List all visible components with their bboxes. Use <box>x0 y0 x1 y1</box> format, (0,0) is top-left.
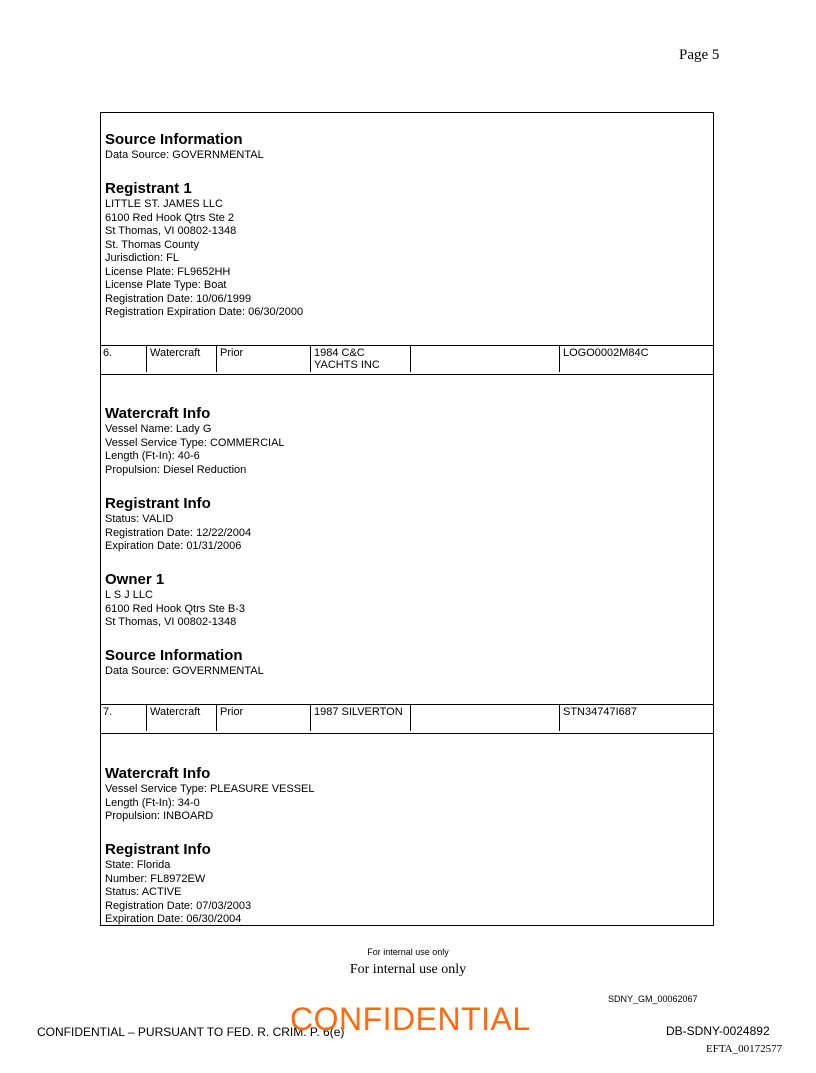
source-information-heading: Source Information <box>105 131 243 148</box>
source-line: Data Source: GOVERNMENTAL <box>105 665 264 677</box>
owner-1-section <box>105 571 245 630</box>
owner-line: St Thomas, VI 00802-1348 <box>105 616 237 628</box>
row-id: STN34747I687 <box>559 705 714 731</box>
registrant-info-line: Expiration Date: 06/30/2004 <box>105 913 242 925</box>
page-number: Page 5 <box>679 47 720 63</box>
internal-use-note: For internal use only <box>367 947 449 957</box>
registrant-info-line: Status: VALID <box>105 513 174 525</box>
registrant-info-section <box>105 495 251 554</box>
registrant-line: LITTLE ST. JAMES LLC <box>105 198 223 210</box>
source-information-section <box>105 647 264 679</box>
efta-number: EFTA_00172577 <box>706 1043 783 1055</box>
registrant-line: St Thomas, VI 00802-1348 <box>105 225 237 237</box>
registrant-line: Registration Expiration Date: 06/30/2000 <box>105 306 304 318</box>
watercraft-info-heading: Watercraft Info <box>105 765 211 782</box>
watercraft-line: Vessel Service Type: PLEASURE VESSEL <box>105 783 315 795</box>
watercraft-line: Propulsion: INBOARD <box>105 810 214 822</box>
registrant-1-heading: Registrant 1 <box>105 180 192 197</box>
table-row <box>100 345 714 375</box>
watercraft-line: Propulsion: Diesel Reduction <box>105 463 247 476</box>
watercraft-line: Length (Ft-In): 40-6 <box>105 450 200 462</box>
registrant-info-line: Number: FL8972EW <box>105 872 206 885</box>
row-blank <box>410 705 559 731</box>
row-number: 7. <box>103 706 113 718</box>
sdny-gm-number: SDNY_GM_00062067 <box>608 994 698 1004</box>
source-line: Data Source: GOVERNMENTAL <box>105 149 264 161</box>
owner-line: 6100 Red Hook Qtrs Ste B-3 <box>105 602 246 615</box>
registrant-info-heading: Registrant Info <box>105 495 211 512</box>
registrant-line: Registration Date: 10/06/1999 <box>105 292 252 305</box>
watercraft-line: Vessel Name: Lady G <box>105 423 212 435</box>
registrant-info-line: Status: ACTIVE <box>105 886 182 898</box>
registrant-info-heading: Registrant Info <box>105 841 211 858</box>
watercraft-info-section <box>105 765 315 824</box>
registrant-line: St. Thomas County <box>105 238 199 251</box>
row-status: Prior <box>216 346 310 372</box>
db-sdny-number: DB-SDNY-0024892 <box>666 1024 770 1038</box>
watercraft-line: Vessel Service Type: COMMERCIAL <box>105 436 285 449</box>
registrant-1-section <box>105 180 303 320</box>
confidential-stamp: CONFIDENTIAL <box>290 1001 531 1037</box>
record-box <box>100 112 714 926</box>
registrant-info-line: Expiration Date: 01/31/2006 <box>105 540 242 552</box>
row-number: 6. <box>103 347 113 359</box>
row-id: LOGO0002M84C <box>559 346 714 372</box>
row-description: 1987 SILVERTON <box>310 705 410 731</box>
watercraft-line: Length (Ft-In): 34-0 <box>105 796 200 809</box>
registrant-info-section <box>105 841 251 927</box>
registrant-info-line: State: Florida <box>105 859 171 871</box>
row-status: Prior <box>216 705 310 731</box>
watercraft-info-section <box>105 405 285 477</box>
internal-use-note-serif: For internal use only <box>349 962 467 977</box>
row-blank <box>410 346 559 372</box>
owner-line: L S J LLC <box>105 589 153 601</box>
registrant-info-line: Registration Date: 07/03/2003 <box>105 899 252 912</box>
table-row <box>100 704 714 734</box>
owner-1-heading: Owner 1 <box>105 571 165 588</box>
registrant-line: License Plate: FL9652HH <box>105 265 231 278</box>
source-information-heading: Source Information <box>105 647 243 664</box>
row-description: 1984 C&C YACHTS INC <box>310 346 410 372</box>
row-type: Watercraft <box>146 705 216 731</box>
row-type: Watercraft <box>146 346 216 372</box>
source-information-section <box>105 131 264 163</box>
registrant-line: License Plate Type: Boat <box>105 279 227 291</box>
watercraft-info-heading: Watercraft Info <box>105 405 211 422</box>
registrant-info-line: Registration Date: 12/22/2004 <box>105 526 252 539</box>
registrant-line: 6100 Red Hook Qtrs Ste 2 <box>105 211 235 224</box>
registrant-line: Jurisdiction: FL <box>105 252 179 264</box>
confidential-notice: CONFIDENTIAL – PURSUANT TO FED. R. CRIM. P. 6(e) <box>37 1025 345 1039</box>
